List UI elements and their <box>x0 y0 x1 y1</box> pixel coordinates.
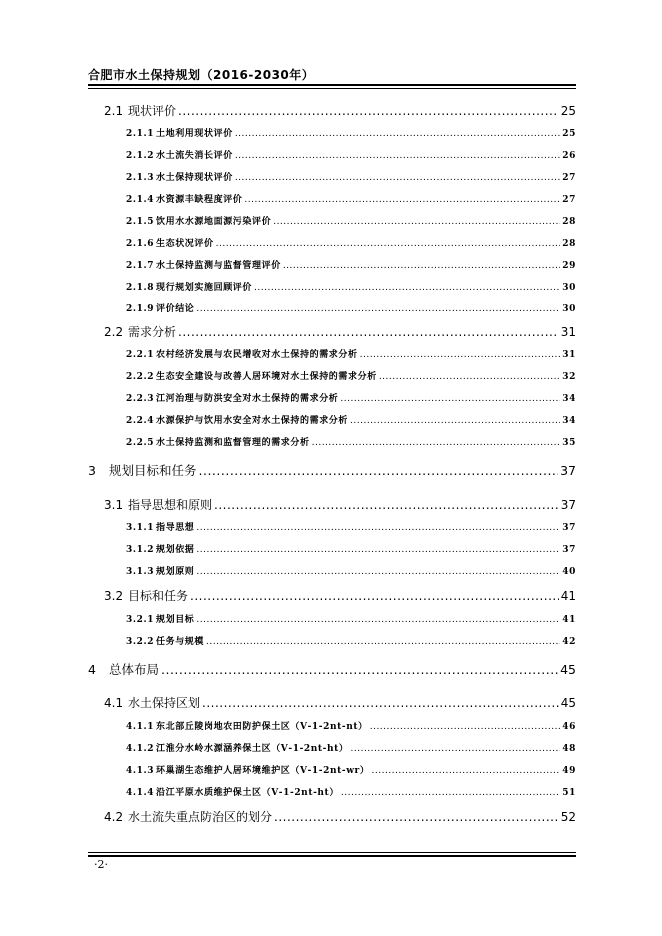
toc-entry-title: 目标和任务 <box>128 589 189 603</box>
toc-dot-leader <box>370 722 561 732</box>
toc-entry-number: 2.1.6 <box>126 239 155 249</box>
toc-dot-leader <box>178 325 559 339</box>
toc-entry-number: 4.1.2 <box>126 744 155 754</box>
toc-entry[interactable] <box>126 564 576 577</box>
toc-entry-number: 2.2.2 <box>126 372 155 382</box>
toc-entry-page: 45 <box>560 696 576 710</box>
toc-entry-page: 28 <box>562 217 576 227</box>
toc-entry-number: 2.1 <box>104 104 124 118</box>
toc-dot-leader <box>202 696 559 710</box>
toc-dot-leader <box>235 129 560 139</box>
toc-entry-number: 2.1.7 <box>126 261 155 271</box>
toc-dot-leader <box>312 438 561 448</box>
toc-dot-leader <box>190 589 559 603</box>
toc-entry-page: 41 <box>560 589 576 603</box>
toc-entry-number: 3.1.2 <box>126 545 155 555</box>
toc-entry-title: 指导思想和原则 <box>128 498 213 512</box>
toc-entry[interactable] <box>126 612 576 625</box>
toc-entry-page: 37 <box>562 523 576 533</box>
toc-entry-page: 25 <box>560 104 576 118</box>
toc-entry-title: 总体布局 <box>109 662 160 677</box>
toc-entry-number: 3 <box>88 463 96 478</box>
toc-entry-number: 4.1.1 <box>126 722 155 732</box>
toc-entry[interactable] <box>104 587 576 604</box>
toc-entry-page: 51 <box>562 788 576 798</box>
toc-entry-number: 2.1.4 <box>126 195 155 205</box>
toc-entry-page: 48 <box>562 744 576 754</box>
toc-entry-title: 江淮分水岭水源涵养保土区（Ⅴ-1-2nt-ht） <box>156 744 349 754</box>
toc-dot-leader <box>196 567 560 577</box>
toc-entry-number: 2.1.9 <box>126 304 155 314</box>
toc-entry-page: 45 <box>560 662 576 677</box>
toc-entry[interactable] <box>126 719 576 732</box>
toc-dot-leader <box>340 394 560 404</box>
toc-entry[interactable] <box>104 808 576 825</box>
toc-entry-page: 35 <box>562 438 576 448</box>
toc-entry[interactable] <box>126 192 576 205</box>
toc-entry[interactable] <box>126 347 576 360</box>
toc-entry-page: 52 <box>560 810 576 824</box>
toc-entry-number: 2.2.3 <box>126 394 155 404</box>
toc-entry-number: 2.1.1 <box>126 129 155 139</box>
toc-entry[interactable] <box>126 435 576 448</box>
toc-entry-title: 规划原则 <box>156 567 195 577</box>
toc-entry-number: 3.1.1 <box>126 523 155 533</box>
toc-entry-number: 4.1.4 <box>126 788 155 798</box>
toc-entry[interactable] <box>126 258 576 271</box>
toc-dot-leader <box>214 498 559 512</box>
toc-entry-page: 46 <box>562 722 576 732</box>
toc-entry-page: 27 <box>562 195 576 205</box>
toc-entry-page: 31 <box>562 350 576 360</box>
toc-entry-number: 4.2 <box>104 810 124 824</box>
toc-entry-number: 2.1.8 <box>126 283 155 293</box>
toc-dot-leader <box>178 104 559 118</box>
page-header-title: 合肥市水土保持规划（2016-2030年） <box>88 68 315 82</box>
toc-dot-leader <box>196 545 560 555</box>
toc-dot-leader <box>273 217 560 227</box>
toc-dot-leader <box>206 637 560 647</box>
toc-entry-title: 东北部丘陵岗地农田防护保土区（Ⅴ-1-2nt-nt） <box>156 722 368 732</box>
toc-dot-leader <box>199 463 559 478</box>
toc-entry-page: 37 <box>560 498 576 512</box>
toc-dot-leader <box>351 744 561 754</box>
toc-entry-page: 27 <box>562 173 576 183</box>
toc-entry[interactable] <box>88 461 576 479</box>
toc-entry-title: 规划目标 <box>156 615 195 625</box>
toc-entry-title: 农村经济发展与农民增收对水土保持的需求分析 <box>156 350 358 360</box>
toc-dot-leader <box>254 283 560 293</box>
toc-entry-title: 水资源丰缺程度评价 <box>156 195 243 205</box>
toc-entry-number: 3.2.2 <box>126 637 155 647</box>
toc-entry-page: 37 <box>562 545 576 555</box>
toc-entry-title: 水土保持现状评价 <box>156 173 233 183</box>
toc-entry-title: 水土流失消长评价 <box>156 151 233 161</box>
toc-entry[interactable] <box>126 301 576 314</box>
toc-entry-title: 饮用水水源地面源污染评价 <box>156 217 272 227</box>
toc-entry[interactable] <box>104 102 576 119</box>
toc-entry-number: 2.2.1 <box>126 350 155 360</box>
toc-dot-leader <box>372 766 561 776</box>
toc-entry-page: 26 <box>562 151 576 161</box>
toc-dot-leader <box>235 173 560 183</box>
toc-entry[interactable] <box>126 520 576 533</box>
toc-entry-title: 指导思想 <box>156 523 195 533</box>
toc-entry-page: 42 <box>562 637 576 647</box>
toc-entry-title: 需求分析 <box>128 325 177 339</box>
toc-entry[interactable] <box>126 280 576 293</box>
toc-entry[interactable] <box>126 785 576 798</box>
toc-entry-page: 31 <box>560 325 576 339</box>
toc-dot-leader <box>350 416 560 426</box>
toc-entry-number: 2.2.5 <box>126 438 155 448</box>
toc-entry-page: 37 <box>560 463 576 478</box>
toc-entry[interactable] <box>104 694 576 711</box>
toc-dot-leader <box>196 615 560 625</box>
toc-entry-page: 25 <box>562 129 576 139</box>
toc-dot-leader <box>216 239 561 249</box>
toc-entry-title: 水土保持监测和监督管理的需求分析 <box>156 438 310 448</box>
toc-entry[interactable] <box>126 369 576 382</box>
toc-entry-title: 现行规划实施回顾评价 <box>156 283 253 293</box>
toc-entry[interactable] <box>126 391 576 404</box>
toc-entry[interactable] <box>88 660 576 678</box>
toc-entry[interactable] <box>104 323 576 340</box>
toc-dot-leader <box>360 350 561 360</box>
toc-entry-title: 任务与规模 <box>156 637 205 647</box>
toc-entry[interactable] <box>126 763 576 776</box>
toc-entry[interactable] <box>126 634 576 647</box>
toc-entry-number: 2.1.5 <box>126 217 155 227</box>
toc-entry-title: 沿江平原水质维护保土区（Ⅴ-1-2nt-ht） <box>156 788 339 798</box>
toc-dot-leader <box>283 261 560 271</box>
toc-entry-number: 4.1 <box>104 696 124 710</box>
toc-entry-title: 生态安全建设与改善人居环境对水土保持的需求分析 <box>156 372 377 382</box>
toc-entry-number: 2.2.4 <box>126 416 155 426</box>
toc-entry[interactable] <box>126 741 576 754</box>
toc-entry-page: 34 <box>562 394 576 404</box>
toc-entry-title: 土地利用现状评价 <box>156 129 233 139</box>
toc-entry-title: 规划依据 <box>156 545 195 555</box>
toc-entry-page: 41 <box>562 615 576 625</box>
toc-entry-page: 28 <box>562 239 576 249</box>
toc-entry-page: 30 <box>562 283 576 293</box>
toc-dot-leader <box>196 523 560 533</box>
toc-entry-page: 30 <box>562 304 576 314</box>
footer-rule-thin <box>88 852 576 853</box>
footer-page-number: ·2· <box>94 858 108 871</box>
toc-dot-leader <box>196 304 560 314</box>
toc-dot-leader <box>235 151 560 161</box>
toc-entry[interactable] <box>126 148 576 161</box>
toc-entry-page: 29 <box>562 261 576 271</box>
toc-entry-title: 水土流失重点防治区的划分 <box>128 810 273 824</box>
toc-entry-number: 3.1.3 <box>126 567 155 577</box>
toc-entry-number: 4.1.3 <box>126 766 155 776</box>
toc-entry-title: 江河治理与防洪安全对水土保持的需求分析 <box>156 394 339 404</box>
toc-entry-title: 水源保护与饮用水安全对水土保持的需求分析 <box>156 416 349 426</box>
toc-entry-number: 3.2.1 <box>126 615 155 625</box>
toc-entry[interactable] <box>126 236 576 249</box>
toc-entry[interactable] <box>126 413 576 426</box>
toc-entry-page: 40 <box>562 567 576 577</box>
toc-entry-number: 2.1.2 <box>126 151 155 161</box>
toc-entry[interactable] <box>126 170 576 183</box>
toc-entry-title: 水土保持区划 <box>128 696 201 710</box>
toc-dot-leader <box>341 788 560 798</box>
toc-entry-title: 环巢湖生态维护人居环境维护区（Ⅴ-1-2nt-wr） <box>156 766 370 776</box>
toc-entry[interactable] <box>126 126 576 139</box>
toc-dot-leader <box>379 372 560 382</box>
toc-entry-number: 3.1 <box>104 498 124 512</box>
toc-entry-title: 水土保持监测与监督管理评价 <box>156 261 281 271</box>
toc-entry[interactable] <box>126 214 576 227</box>
toc-entry-number: 2.1.3 <box>126 173 155 183</box>
toc-entry-title: 评价结论 <box>156 304 195 314</box>
toc-entry-page: 49 <box>562 766 576 776</box>
toc-entry[interactable] <box>126 542 576 555</box>
footer-rule-thick <box>88 855 576 857</box>
toc-entry-title: 现状评价 <box>128 104 177 118</box>
toc-dot-leader <box>244 195 560 205</box>
toc-dot-leader <box>161 662 558 677</box>
toc-entry-number: 4 <box>88 662 96 677</box>
toc-dot-leader <box>274 810 559 824</box>
toc-entry-page: 32 <box>562 372 576 382</box>
toc-entry-number: 3.2 <box>104 589 124 603</box>
toc-entry-page: 34 <box>562 416 576 426</box>
toc-entry-title: 生态状况评价 <box>156 239 214 249</box>
toc-entry-title: 规划目标和任务 <box>109 463 197 478</box>
toc-entry[interactable] <box>104 496 576 513</box>
toc-entry-number: 2.2 <box>104 325 124 339</box>
